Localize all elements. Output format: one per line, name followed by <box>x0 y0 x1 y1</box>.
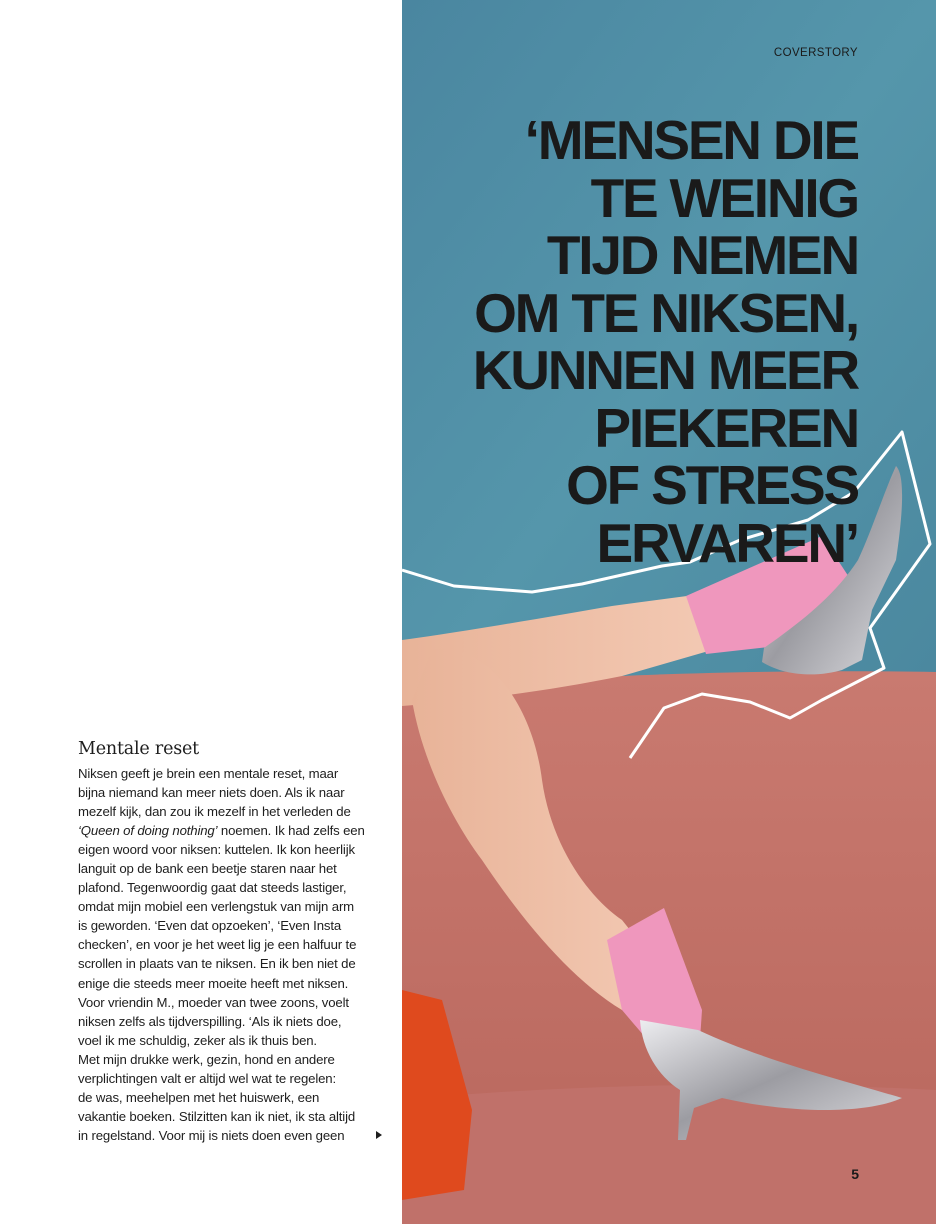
article-line: bijna niemand kan meer niets doen. Als ik naar <box>78 785 345 801</box>
pull-quote-line: KUNNEN MEER <box>472 339 858 401</box>
section-label: COVERSTORY <box>773 47 858 59</box>
article-line: niksen zelfs als tijdverspilling. ‘Als ik niets doe, <box>78 1013 342 1029</box>
article-line: scrollen in plaats van te niksen. En ik ben niet de <box>78 956 356 972</box>
article-line: omdat mijn mobiel een verlengstuk van mijn arm <box>78 899 355 915</box>
continue-arrow-icon <box>376 1131 382 1139</box>
article-italic-phrase: ‘Queen of doing nothing’ <box>78 823 218 839</box>
article-line: de was, meehelpen met het huiswerk, een <box>78 1089 320 1105</box>
pull-quote <box>418 109 858 574</box>
article-line: is geworden. ‘Even dat opzoeken’, ‘Even Insta <box>78 918 342 934</box>
article-subhead: Mentale reset <box>78 739 200 759</box>
left-text-column <box>0 0 402 1224</box>
article-body <box>78 738 382 1145</box>
pull-quote-line: PIEKEREN <box>594 396 858 459</box>
article-line: checken’, en voor je het weet lig je een halfuur te <box>78 937 357 953</box>
article-line: vakantie boeken. Stilzitten kan ik niet, ik sta altijd <box>78 1108 356 1124</box>
article-line: Voor vriendin M., moeder van twee zoons, voelt <box>78 994 349 1010</box>
article-line: mezelf kijk, dan zou ik mezelf in het verleden de <box>78 804 351 820</box>
article-line: languit op de bank een beetje staren naar het <box>78 861 337 877</box>
cover-photo <box>402 0 936 1224</box>
article-line: in regelstand. Voor mij is niets doen even geen <box>78 1127 345 1143</box>
article-line: plafond. Tegenwoordig gaat dat steeds lastiger, <box>78 880 347 896</box>
article-line: Met mijn drukke werk, gezin, hond en andere <box>78 1051 335 1067</box>
article-line: eigen woord voor niksen: kuttelen. Ik kon heerlijk <box>78 842 355 858</box>
pull-quote-line: TIJD NEMEN <box>546 224 858 286</box>
article-line <box>78 821 382 840</box>
pull-quote-line: OF STRESS <box>566 454 858 516</box>
article-line: Niksen geeft je brein een mentale reset, maar <box>78 766 339 781</box>
article-line: voel ik me schuldig, zeker als ik thuis ben. <box>78 1032 317 1048</box>
article-line: enige die steeds meer moeite heeft met niksen. <box>78 975 349 991</box>
pull-quote-line: ‘MENSEN DIE <box>524 109 858 171</box>
pull-quote-line: OM TE NIKSEN, <box>474 281 858 344</box>
pull-quote-line: ERVAREN’ <box>596 511 858 574</box>
article-line: verplichtingen valt er altijd wel wat te regelen: <box>78 1070 337 1086</box>
page-number: 5 <box>851 1166 859 1182</box>
article-line-rest: noemen. Ik had zelfs een <box>217 823 365 839</box>
article-paragraph <box>78 764 382 1145</box>
pull-quote-line: TE WEINIG <box>590 166 858 229</box>
